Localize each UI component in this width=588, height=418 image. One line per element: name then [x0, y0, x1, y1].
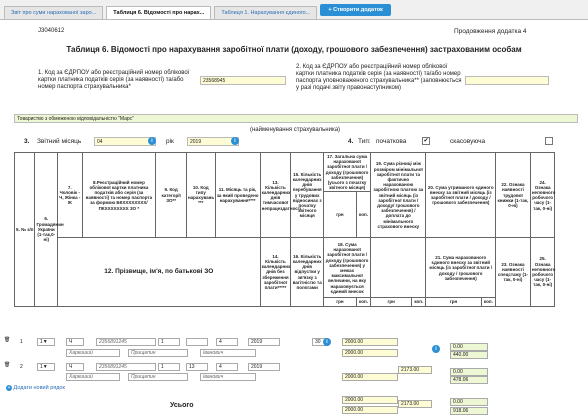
days-input[interactable]: 30 — [312, 338, 328, 346]
field1-label: 1. Код за ЄДРПОУ або реєстраційний номер облікової картки платника податків серія (за наявності) та/або номер паспорта страхувальника* — [38, 70, 190, 90]
sum19-info-icon[interactable]: i — [432, 345, 440, 353]
month-input[interactable]: 04 — [94, 137, 156, 146]
tab-bar — [0, 0, 588, 20]
page-title: Таблиця 6. Відомості про нарахування заробітної плати (доходу, грошового забезпечення) застрахованим особам — [66, 45, 522, 54]
header-grn-21: грн — [426, 298, 481, 306]
sex-select[interactable]: Ч — [66, 363, 84, 371]
header-kop-17: коп. — [356, 192, 370, 238]
header-h17: 17. Загальна сума нарахованої заробітної плати / доходу (грошового забезпечення) (усього з початку звітного місяця) — [324, 153, 371, 192]
form-code: J3040612 — [38, 28, 65, 34]
sum21-input[interactable]: 440.00 — [450, 351, 488, 359]
id-input[interactable]: 2356891245 — [96, 363, 156, 371]
header-grn-17: грн — [324, 192, 357, 238]
citizen-select[interactable]: 1▼ — [37, 338, 55, 346]
header-h22: 22. Ознака наявності трудової книжки (1-так, 0-ні) — [496, 153, 531, 238]
sum20-input[interactable]: 0.00 — [450, 368, 488, 376]
category-input[interactable]: 1 — [158, 338, 180, 346]
row-number: 1 — [20, 339, 23, 345]
sum18-input[interactable]: 2000.00 — [342, 373, 398, 381]
sum19-input[interactable]: 2173.00 — [398, 366, 432, 374]
header-h13: 13. Кількість календарних днів тимчасової непрацездатності — [260, 153, 291, 238]
header-h15: 15. Кількість календарних днів перебування у трудових відносинах з початку звітного місяця — [291, 153, 324, 238]
header-h19b — [371, 238, 426, 298]
header-h5: 5. № з/п — [15, 153, 35, 307]
sum17-input[interactable]: 2000.00 — [342, 338, 398, 346]
type-initial-label: початкова — [376, 138, 407, 145]
header-grn-19: грн — [371, 298, 412, 306]
year-label: рік — [166, 138, 174, 145]
add-row-label: Додати новий рядок — [13, 385, 65, 391]
category-input[interactable]: 1 — [158, 363, 180, 371]
type-input[interactable] — [186, 338, 208, 346]
month-row-input[interactable]: 4 — [216, 363, 238, 371]
tab-table1[interactable]: Таблиця 1. Нарахування єдиного... — [214, 6, 317, 19]
patronymic-input[interactable]: Іванович — [200, 349, 256, 357]
row-info-icon[interactable]: i — [323, 338, 331, 346]
successor-edrpou-input[interactable] — [465, 76, 549, 85]
id-input[interactable]: 2356891245 — [96, 338, 156, 346]
header-kop-19: коп. — [412, 298, 426, 306]
total-17: 2000.00 — [342, 396, 398, 404]
sum18-input[interactable]: 2000.00 — [342, 349, 398, 357]
header-h8: 8.Реєстраційний номер облікової картки платника податків або серія (за наявності) та номер паспорта за формою БКХХХХХХХХ/ПКХХХХХХХХ ЗО * — [82, 153, 156, 238]
header-h16: 16. Кількість календарних днів відпустки у зв'язку з вагітністю та пологами — [291, 238, 324, 306]
month-row-input[interactable]: 4 — [216, 338, 238, 346]
type-cancel-label: скасовуюча — [450, 138, 486, 145]
edrpou-input[interactable]: 23568945 — [200, 76, 286, 85]
header-kop-18: коп. — [356, 298, 370, 306]
field3-number: 3. — [24, 138, 30, 145]
sum21-input[interactable]: 478.06 — [450, 376, 488, 384]
tab-table6[interactable]: Таблиця 6. Відомості про нарах... — [106, 6, 211, 19]
header-h25: 25. Ознака неповного робочого часу (1-так, 0-ні) — [530, 238, 555, 306]
year-row-input[interactable]: 2019 — [248, 363, 280, 371]
row-delete-icon[interactable]: 🗑 — [4, 362, 11, 368]
year-info-icon[interactable]: i — [231, 137, 239, 145]
row-delete-icon[interactable]: 🗑 — [4, 337, 11, 343]
table6-header — [14, 152, 580, 307]
header-h19: 19. Сума різниці між розміром мінімальної заробітної плати та фактично нарахованою заробітною платою за звітний місяць (із заробітної плати / доходу/ грошового забезпечення) / доплата до мінімального страхового внеску — [371, 153, 426, 238]
field2-label: 2. Код за ЄДРПОУ або реєстраційний номер облікової картки платника податків серія (за наявності) та/або номер паспорта уповноваженого страхувальника** (заповнюється у разі подачі звіту правонаступником) — [296, 64, 462, 91]
sex-select[interactable]: Ч — [66, 338, 84, 346]
total-20: 0.00 — [450, 398, 488, 406]
total-label: Усього — [170, 402, 194, 409]
tab-report[interactable]: Звіт про суми нарахованої заро... — [4, 6, 103, 19]
sum20-input[interactable]: 0.00 — [450, 343, 488, 351]
header-h23: 23. Ознака наявності спецстажу (1-так, 0-ні) — [496, 238, 531, 306]
total-21: 918.06 — [450, 407, 488, 415]
header-h20: 20. Сума утриманого єдиного внеску за звітний місяць (із заробітної плати / доходу / грошового забезпечення) — [426, 153, 496, 238]
company-caption: (найменування страхувальника) — [250, 127, 341, 133]
row-number: 2 — [20, 364, 23, 370]
patronymic-input[interactable]: Іванович — [200, 373, 256, 381]
add-row-link[interactable] — [6, 385, 65, 391]
header-h7: 7. Чоловік - Ч, Жінка - Ж — [57, 153, 82, 238]
header-h9: 9. Код категорії ЗО** — [156, 153, 187, 238]
citizen-select[interactable]: 1▼ — [37, 363, 55, 371]
month-label: Звітний місяць — [37, 138, 82, 145]
header-h14: 14. Кількість календарних днів без збереження заробітної плати***** — [260, 238, 291, 306]
name-input[interactable]: Прищепин — [128, 349, 188, 357]
surname-input[interactable]: Харкиший — [66, 349, 120, 357]
month-info-icon[interactable]: i — [148, 137, 156, 145]
header-kop-21: коп. — [481, 298, 495, 306]
header-h24: 24. Ознака неповного робочого часу (1-так, 0-ні) — [530, 153, 555, 238]
field4-number: 4. — [348, 138, 354, 145]
total-19: 2173.00 — [398, 400, 432, 408]
type-cancel-checkbox[interactable] — [545, 137, 553, 145]
type-label: Тип: — [358, 138, 371, 145]
header-h11: 11. Місяць та рік, за який проведено нарахування**** — [215, 153, 260, 238]
surname-input[interactable]: Харкиший — [66, 373, 120, 381]
header-h6: 6. Громадянин України (1-так,0-ні) — [35, 153, 58, 307]
company-name-input[interactable]: Товариство з обмеженою відповідальністю "Марс" — [14, 114, 578, 123]
type-input[interactable]: 13 — [186, 363, 208, 371]
create-annex-button[interactable]: + Створити додаток — [320, 4, 390, 16]
type-initial-checkbox[interactable]: ✔ — [423, 138, 429, 144]
year-row-input[interactable]: 2019 — [248, 338, 280, 346]
header-grn-18: грн — [324, 298, 357, 306]
total-18: 2000.00 — [342, 406, 398, 414]
header-h21: 21. Сума нарахованого єдиного внеску за звітний місяць (із заробітної плати / доходу / грошового забезпечення) — [426, 238, 496, 298]
header-h12: 12. Прізвище, ім'я, по батькові ЗО — [57, 238, 260, 306]
plus-icon: + — [7, 385, 11, 391]
header-h10: 10. Код типу нарахувань *** — [186, 153, 215, 238]
year-input[interactable]: 2019 — [187, 137, 239, 146]
continuation-note: Продовження додатка 4 — [454, 28, 527, 35]
name-input[interactable]: Прищепин — [128, 373, 188, 381]
header-h18: 18. Сума нарахованої заробітної плати / доходу (грошового забезпечення) у межах максимальної величини, на яку нараховується єдиний внесок — [324, 238, 371, 298]
